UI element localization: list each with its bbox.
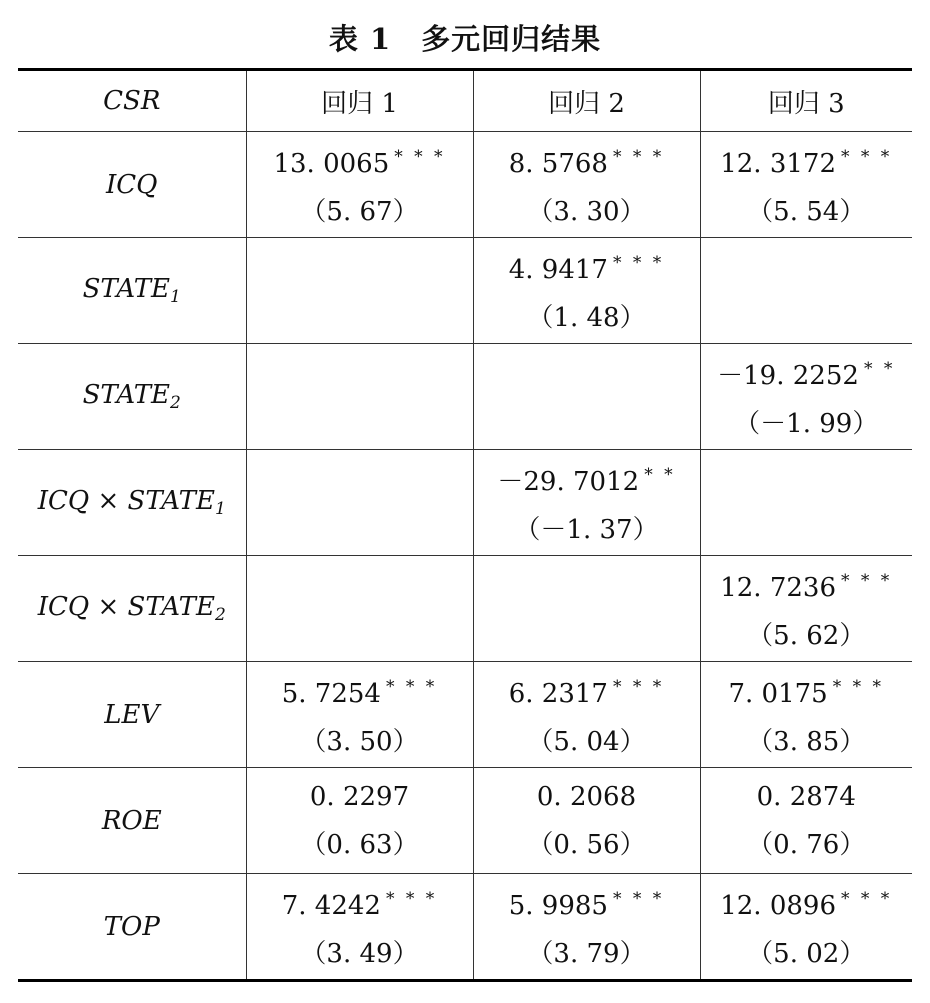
t-statistic: （3. 50） [300, 727, 419, 757]
coefficient-line [474, 239, 700, 294]
t-statistic: （5. 02） [747, 939, 866, 969]
t-statistic: （5. 54） [747, 197, 866, 227]
variable-name-cell [18, 556, 246, 662]
t-statistic: （5. 04） [527, 727, 646, 757]
coefficient-value: －29. 7012 [497, 467, 640, 497]
coefficient-value: 5. 7254 [281, 679, 381, 709]
variable-name [104, 700, 159, 730]
coefficient-value: 5. 9985 [508, 891, 608, 921]
coefficient-value: 0. 2068 [536, 781, 637, 812]
coefficient-line [474, 451, 700, 506]
header-col-2: 回归 2 [473, 70, 700, 132]
coefficient-line [701, 345, 913, 400]
header-col-3: 回归 3 [700, 70, 912, 132]
variable-name-cell [18, 662, 246, 768]
variable-label: ICQ [106, 169, 158, 200]
coefficient-cell [246, 556, 473, 662]
regression-table [18, 68, 912, 982]
significance-stars: * * * [840, 571, 893, 591]
coefficient-line [701, 875, 913, 930]
coefficient-cell [473, 344, 700, 450]
variable-name [37, 592, 226, 625]
coefficient-cell [246, 344, 473, 450]
coefficient-cell [473, 662, 700, 768]
table-row [18, 556, 912, 662]
coefficient-line [247, 133, 473, 188]
table-row [18, 344, 912, 450]
coefficient-cell [700, 874, 912, 981]
t-statistic: （3. 79） [527, 939, 646, 969]
variable-label: ICQ × STATE [37, 592, 215, 622]
coefficient-line [247, 773, 473, 821]
coefficient-value: 6. 2317 [508, 679, 608, 709]
coefficient-cell [473, 874, 700, 981]
coefficient-cell [246, 662, 473, 768]
coefficient-line [701, 663, 913, 718]
variable-label: TOP [103, 911, 160, 942]
variable-name [82, 274, 181, 307]
coefficient-cell [700, 450, 912, 556]
variable-name [106, 170, 157, 200]
variable-name-cell [18, 768, 246, 874]
coefficient-cell [473, 556, 700, 662]
t-statistic: （5. 62） [747, 621, 866, 651]
coefficient-cell [246, 450, 473, 556]
coefficient-cell [700, 132, 912, 238]
significance-stars: * * * [612, 889, 665, 909]
variable-name-cell [18, 874, 246, 981]
coefficient-value: 13. 0065 [273, 149, 390, 179]
t-statistic: （0. 76） [747, 829, 866, 860]
coefficient-value: 12. 7236 [720, 573, 836, 603]
table-title [0, 14, 930, 64]
coefficient-cell [473, 132, 700, 238]
coefficient-cell [700, 768, 912, 874]
t-statistic: （3. 85） [747, 727, 866, 757]
coefficient-value: 7. 4242 [281, 891, 381, 921]
coefficient-value: 8. 5768 [508, 149, 608, 179]
variable-name-cell [18, 238, 246, 344]
coefficient-line [474, 875, 700, 930]
variable-name [82, 380, 181, 413]
coefficient-line [474, 133, 700, 188]
significance-stars: * * * [612, 147, 665, 167]
significance-stars: * * * [385, 677, 438, 697]
significance-stars: * * * [612, 253, 665, 273]
t-statistic: （3. 49） [300, 939, 419, 969]
coefficient-cell [473, 238, 700, 344]
coefficient-line [701, 133, 913, 188]
coefficient-value: 12. 3172 [720, 149, 836, 179]
variable-subscript: 1 [170, 287, 181, 307]
significance-stars: * * * [840, 147, 893, 167]
t-statistic: （0. 63） [300, 829, 419, 860]
coefficient-value: 0. 2297 [309, 781, 410, 812]
variable-label: ICQ × STATE [37, 486, 215, 516]
t-statistic: （－1. 99） [734, 409, 879, 439]
variable-label: STATE [82, 380, 171, 410]
coefficient-value: 0. 2874 [756, 781, 856, 812]
significance-stars: * * * [612, 677, 665, 697]
t-statistic: （0. 56） [527, 829, 646, 860]
coefficient-value: 12. 0896 [720, 891, 836, 921]
coefficient-value: －19. 2252 [717, 361, 859, 391]
table-row [18, 450, 912, 556]
t-statistic: （5. 67） [300, 197, 419, 227]
table-row [18, 238, 912, 344]
table-row [18, 874, 912, 981]
coefficient-line [474, 773, 700, 821]
coefficient-cell [246, 768, 473, 874]
variable-name-cell [18, 132, 246, 238]
table-row [18, 768, 912, 874]
t-statistic: （－1. 37） [514, 515, 659, 545]
coefficient-cell [246, 238, 473, 344]
table-row [18, 662, 912, 768]
variable-subscript: 2 [214, 605, 226, 625]
variable-name [37, 486, 226, 519]
coefficient-cell [700, 556, 912, 662]
variable-name [104, 912, 160, 942]
significance-stars: * * * [832, 677, 885, 697]
coefficient-line [701, 773, 913, 821]
significance-stars: * * [863, 359, 896, 379]
significance-stars: * * * [840, 889, 893, 909]
coefficient-cell [700, 238, 912, 344]
coefficient-cell [473, 450, 700, 556]
variable-label: STATE [82, 274, 171, 304]
variable-subscript: 1 [214, 499, 226, 519]
coefficient-line [247, 663, 473, 718]
header-var-label: CSR [18, 70, 246, 132]
variable-label: ROE [101, 805, 162, 836]
coefficient-cell [700, 662, 912, 768]
coefficient-line [474, 663, 700, 718]
coefficient-cell [473, 768, 700, 874]
variable-name-cell [18, 344, 246, 450]
table-caption: 多元回归结果 [421, 22, 602, 56]
significance-stars: * * * [385, 889, 438, 909]
coefficient-value: 4. 9417 [508, 255, 608, 285]
coefficient-cell [246, 132, 473, 238]
header-row [18, 70, 912, 132]
table-number: 表 1 [328, 22, 392, 56]
coefficient-cell [246, 874, 473, 981]
header-col-1: 回归 1 [246, 70, 473, 132]
t-statistic: （3. 30） [527, 197, 646, 227]
coefficient-line [701, 557, 913, 612]
coefficient-value: 7. 0175 [728, 679, 828, 709]
significance-stars: * * * [394, 147, 446, 167]
t-statistic: （1. 48） [527, 303, 646, 333]
significance-stars: * * [644, 465, 676, 485]
variable-name [102, 806, 162, 836]
variable-label: LEV [104, 699, 160, 730]
coefficient-line [247, 875, 473, 930]
table-row [18, 132, 912, 238]
variable-subscript: 2 [170, 393, 181, 413]
coefficient-cell [700, 344, 912, 450]
variable-name-cell [18, 450, 246, 556]
